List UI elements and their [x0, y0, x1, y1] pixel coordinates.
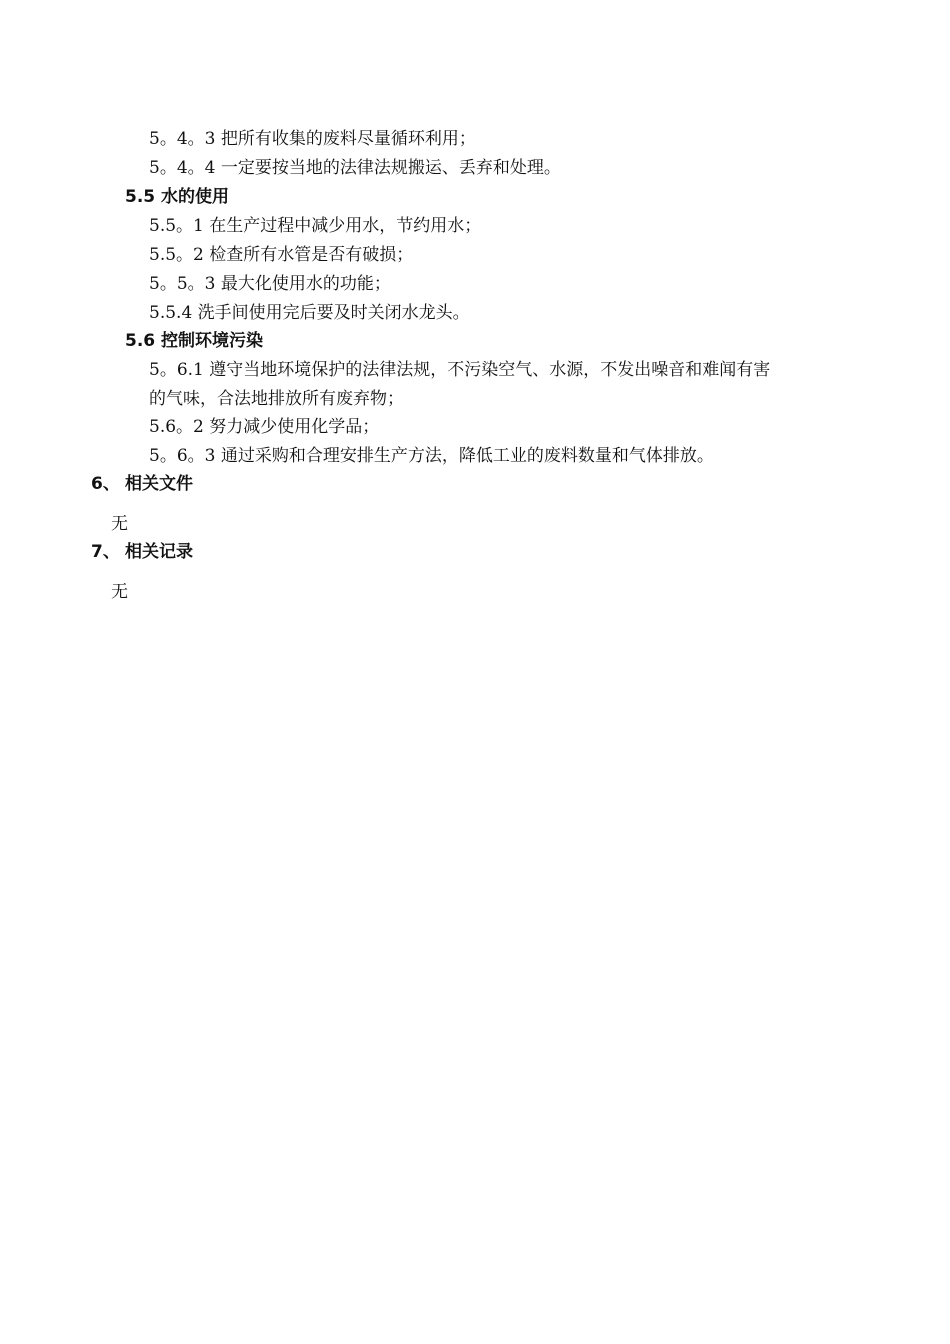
- section-6-title: 相关文件: [125, 474, 193, 494]
- item-5-5-4: 5.5.4 洗手间使用完后要及时关闭水龙头。: [149, 303, 470, 323]
- item-5-6-1-line2: 的气味，合法地排放所有废弃物；: [149, 389, 404, 409]
- item-5-6-1-line1: 5。6.1 遵守当地环境保护的法律法规，不污染空气、水源，不发出噪音和难闻有害: [149, 360, 771, 380]
- item-5-4-4: 5。4。4 一定要按当地的法律法规搬运、丢弃和处理。: [149, 158, 561, 178]
- item-5-5-1: 5.5。1 在生产过程中减少用水，节约用水；: [149, 216, 482, 236]
- section-7-title: 相关记录: [125, 542, 193, 562]
- section-7-number: 7、: [91, 542, 120, 562]
- item-5-5-2: 5.5。2 检查所有水管是否有破损；: [149, 245, 414, 265]
- item-5-6-2: 5.6。2 努力减少使用化学品；: [149, 417, 380, 437]
- item-5-5-3: 5。5。3 最大化使用水的功能；: [149, 274, 391, 294]
- heading-5-5: 5.5 水的使用: [125, 187, 230, 207]
- section-7-heading: [91, 541, 193, 563]
- section-6-body: 无: [111, 514, 128, 534]
- section-6-number: 6、: [91, 474, 120, 494]
- heading-5-6: 5.6 控制环境污染: [125, 331, 264, 351]
- item-5-4-3: 5。4。3 把所有收集的废料尽量循环利用；: [149, 129, 476, 149]
- section-6-heading: [91, 473, 193, 495]
- section-7-body: 无: [111, 582, 128, 602]
- item-5-6-3: 5。6。3 通过采购和合理安排生产方法，降低工业的废料数量和气体排放。: [149, 446, 714, 466]
